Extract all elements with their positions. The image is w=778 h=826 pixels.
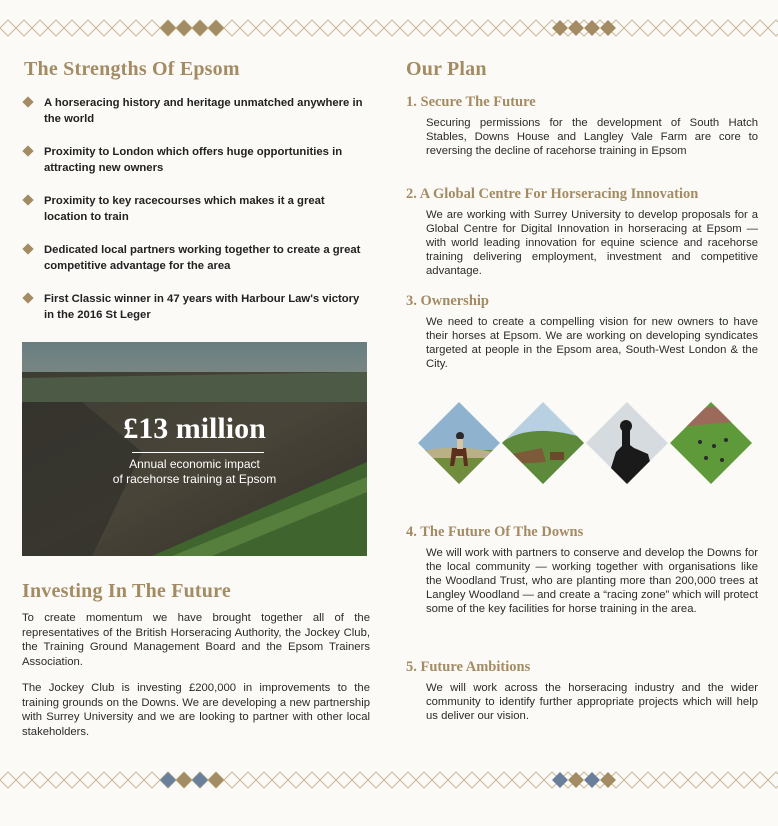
list-item: Dedicated local partners working together to create a great competitive advantage for the area (22, 242, 370, 274)
jockey-on-horse-photo (418, 402, 500, 484)
photo-diamonds (418, 402, 754, 484)
economic-impact-figure: £13 million (123, 412, 266, 445)
investing-paragraph-1: To create momentum we have brought together all of the representatives of the British Horseracing Authority, the Jockey Club, the Training Ground Management Board and the Epsom Trainers Association. (22, 612, 370, 668)
plan-item-2 (406, 186, 758, 278)
plan-title: Our Plan (406, 58, 487, 80)
racecourse-image (22, 342, 367, 556)
diamond-bullet-icon (22, 292, 33, 303)
plan-item-title: 1. Secure The Future (406, 94, 536, 110)
investing-paragraph-2: The Jockey Club is investing £200,000 in improvements to the training grounds on the Downs. We are developing a new partnership with Surrey University and we are looking to partner with other local stakeholders. (22, 682, 370, 738)
strengths-list (22, 95, 370, 323)
plan-item-text: We will work with partners to conserve and develop the Downs for the local community — working together with organisations like the Woodland Trust, who are planting more than 200,000 trees at Langley Woodland — and create a “racing zone” which will protect some of the key facilities for horse training in the area. (426, 547, 758, 615)
investing-title: Investing In The Future (22, 580, 231, 602)
plan-item-title: 4. The Future Of The Downs (406, 524, 584, 540)
horses-in-field-photo (502, 402, 584, 484)
plan-item-4 (406, 524, 758, 616)
list-item: First Classic winner in 47 years with Harbour Law's victory in the 2016 St Leger (22, 291, 370, 323)
racing-on-turf-photo (670, 402, 752, 484)
plan-item-title: 5. Future Ambitions (406, 659, 531, 675)
bottom-diamond-border (0, 770, 778, 790)
list-item: A horseracing history and heritage unmatched anywhere in the world (22, 95, 370, 127)
plan-item-title: 2. A Global Centre For Horseracing Innovation (406, 186, 699, 202)
plan-item-1 (406, 94, 758, 158)
plan-item-text: We need to create a compelling vision for new owners to have their horses at Epsom. We are working on developing syndicates targeted at people in the Epsom area, South-West London & the City. (426, 316, 758, 370)
plan-item-title: 3. Ownership (406, 293, 489, 309)
diamond-bullet-icon (22, 96, 33, 107)
plan-item-text: We are working with Surrey University to develop proposals for a Global Centre for Digital Innovation in horseracing at Epsom — with world leading innovation for equine science and racehorse training delivering employment, investment and competitive advantage. (426, 209, 758, 277)
list-item: Proximity to key racecourses which makes it a great location to train (22, 193, 370, 225)
headline-divider (132, 452, 264, 453)
investing-section (22, 580, 370, 751)
economic-impact-caption: Annual economic impact of racehorse training at Epsom (112, 457, 277, 486)
strengths-section (22, 52, 370, 340)
silhouette-rider-photo (586, 402, 668, 484)
strengths-title: The Strengths Of Epsom (24, 58, 240, 80)
top-diamond-border (0, 18, 778, 38)
racecourse-photo (22, 342, 367, 556)
plan-item-3 (406, 293, 758, 371)
diamond-bullet-icon (22, 145, 33, 156)
plan-item-5 (406, 659, 758, 723)
diamond-bullet-icon (22, 243, 33, 254)
plan-item-text: We will work across the horseracing industry and the wider community to identify further appropriate projects which will help us deliver our vision. (426, 682, 758, 722)
diamond-bullet-icon (22, 194, 33, 205)
list-item: Proximity to London which offers huge opportunities in attracting new owners (22, 144, 370, 176)
plan-item-text: Securing permissions for the development of South Hatch Stables, Downs House and Langley Vale Farm are core to reversing the decline of racehorse training in Epsom (426, 117, 758, 157)
